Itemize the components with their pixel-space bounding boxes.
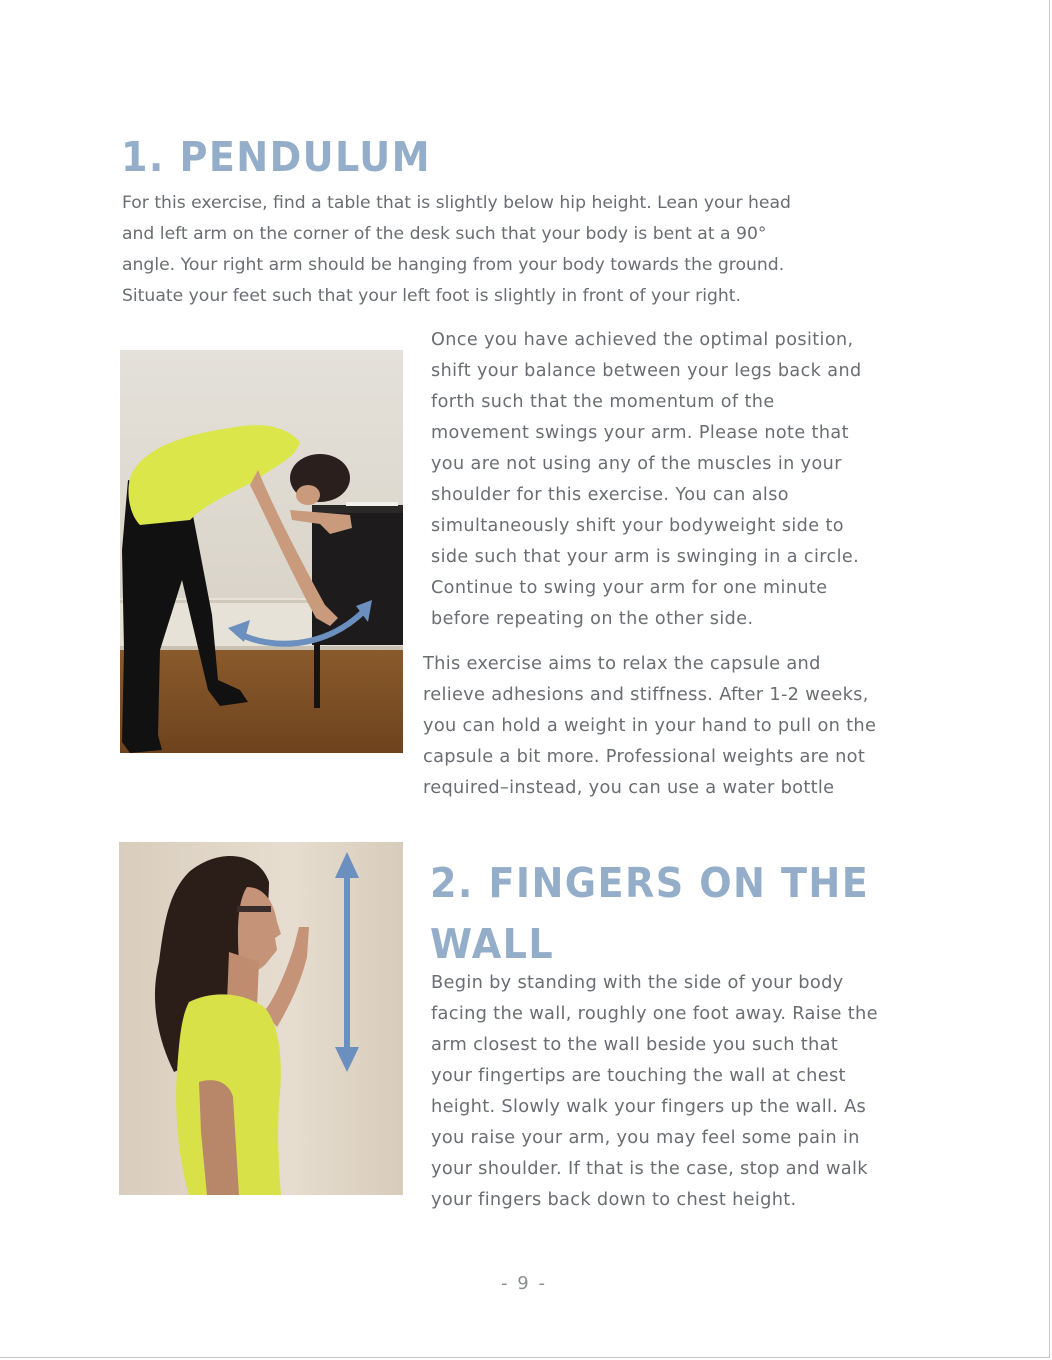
text-line: side such that your arm is swinging in a circle. <box>431 547 860 567</box>
text-line: angle. Your right arm should be hanging from your body towards the ground. <box>122 255 785 275</box>
text-line: and left arm on the corner of the desk such that your body is bent at a 90° <box>122 224 767 244</box>
pendulum-intro-paragraph <box>122 188 791 312</box>
text-line: forth such that the momentum of the <box>431 392 775 412</box>
page-edge-right <box>1049 0 1050 1358</box>
text-line: shift your balance between your legs back and <box>431 361 862 381</box>
text-line: you raise your arm, you may feel some pain in <box>431 1127 860 1148</box>
fingers-on-wall-paragraph <box>431 967 878 1215</box>
text-line: Continue to swing your arm for one minute <box>431 578 828 598</box>
page-edge-bottom <box>0 1357 1050 1358</box>
text-line: Situate your feet such that your left foot is slightly in front of your right. <box>122 286 741 306</box>
page-number: - 9 - <box>501 1273 547 1294</box>
pendulum-exercise-photo <box>120 350 403 753</box>
text-line: Once you have achieved the optimal position, <box>431 330 854 350</box>
text-line: your fingers back down to chest height. <box>431 1189 797 1210</box>
pendulum-aim-paragraph <box>423 648 876 803</box>
text-line: facing the wall, roughly one foot away. Raise the <box>431 1003 878 1024</box>
heading-line: 2. FINGERS ON THE <box>430 859 870 907</box>
heading-line: WALL <box>430 920 555 968</box>
text-line: For this exercise, find a table that is slightly below hip height. Lean your head <box>122 193 791 213</box>
text-line: you are not using any of the muscles in your <box>431 454 842 474</box>
text-line: relieve adhesions and stiffness. After 1-2 weeks, <box>423 684 869 705</box>
pendulum-instructions-paragraph <box>431 325 862 635</box>
text-line: required–instead, you can use a water bottle <box>423 777 835 798</box>
text-line: shoulder for this exercise. You can also <box>431 485 789 505</box>
text-line: movement swings your arm. Please note that <box>431 423 849 443</box>
text-line: This exercise aims to relax the capsule and <box>423 653 821 674</box>
text-line: your fingertips are touching the wall at chest <box>431 1065 846 1086</box>
section-heading-fingers-on-the-wall <box>430 853 870 975</box>
text-line: simultaneously shift your bodyweight side to <box>431 516 844 536</box>
text-line: capsule a bit more. Professional weights are not <box>423 746 866 767</box>
section-heading-pendulum: 1. PENDULUM <box>121 133 432 181</box>
text-line: your shoulder. If that is the case, stop and walk <box>431 1158 868 1179</box>
text-line: before repeating on the other side. <box>431 609 754 629</box>
text-line: arm closest to the wall beside you such that <box>431 1034 839 1055</box>
text-line: you can hold a weight in your hand to pull on the <box>423 715 877 736</box>
text-line: Begin by standing with the side of your body <box>431 972 844 993</box>
text-line: height. Slowly walk your fingers up the wall. As <box>431 1096 867 1117</box>
fingers-on-wall-exercise-photo <box>119 842 403 1195</box>
